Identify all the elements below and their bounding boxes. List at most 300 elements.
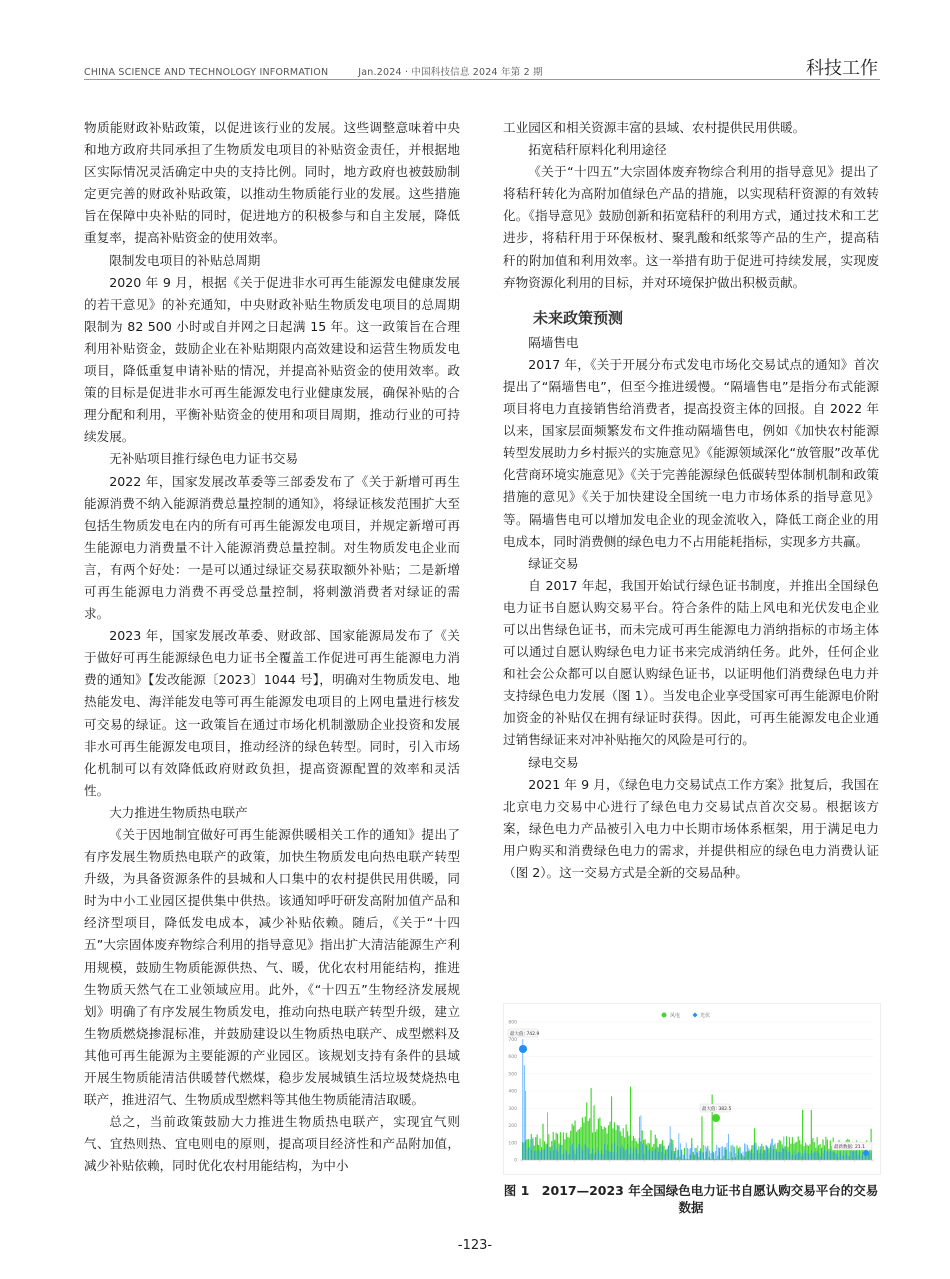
- pv-bar: [724, 1148, 725, 1160]
- pv-bar: [689, 1149, 690, 1160]
- pv-bar: [856, 1150, 857, 1160]
- pv-bar: [565, 1149, 566, 1160]
- pv-bar: [781, 1152, 782, 1160]
- pv-bar: [696, 1152, 697, 1160]
- pv-bar: [810, 1153, 811, 1160]
- y-tick-label: 600: [508, 1055, 517, 1060]
- pv-bar: [553, 1150, 554, 1160]
- pv-bar: [728, 1134, 729, 1160]
- pv-bar: [563, 1153, 564, 1160]
- pv-bar: [702, 1152, 703, 1160]
- pv-bar: [843, 1155, 844, 1160]
- pv-bar: [566, 1151, 567, 1160]
- pv-bar: [683, 1155, 684, 1160]
- pv-bar: [719, 1152, 720, 1160]
- left-column: [84, 117, 460, 1178]
- pv-bar: [734, 1148, 735, 1160]
- pv-bar: [648, 1151, 649, 1160]
- pv-bar: [783, 1136, 784, 1160]
- pv-bar: [820, 1157, 821, 1160]
- pv-bar: [681, 1150, 682, 1160]
- pv-bar: [811, 1150, 812, 1160]
- pv-bar: [699, 1151, 700, 1160]
- pv-bar: [549, 1147, 550, 1160]
- pv-bar: [613, 1152, 614, 1160]
- pv-bar: [692, 1144, 693, 1160]
- pv-bar: [839, 1151, 840, 1160]
- pv-bar: [524, 1065, 525, 1160]
- pv-bar: [830, 1151, 831, 1160]
- pv-bar: [645, 1143, 646, 1160]
- pv-bar: [835, 1153, 836, 1160]
- pv-bar: [616, 1153, 617, 1160]
- pv-bar: [804, 1151, 805, 1160]
- pv-bar: [814, 1152, 815, 1160]
- pv-bar: [630, 1147, 631, 1160]
- pv-bar: [646, 1146, 647, 1160]
- pv-bar: [865, 1156, 866, 1160]
- legend-wind-marker: [662, 1013, 667, 1018]
- pv-bar: [765, 1151, 766, 1160]
- pv-bar: [732, 1145, 733, 1160]
- legend-wind-label: 风电: [670, 1013, 681, 1019]
- subheading: 绿证交易: [528, 555, 579, 571]
- pv-bar: [576, 1148, 577, 1160]
- pv-bar: [606, 1150, 607, 1160]
- wind-max-marker: [712, 1114, 720, 1122]
- pv-bar: [845, 1151, 846, 1160]
- pv-bar: [680, 1143, 681, 1160]
- wind-bar: [802, 1110, 803, 1160]
- pv-bar: [636, 1149, 637, 1160]
- pv-bar: [821, 1148, 822, 1160]
- pv-bar: [581, 1147, 582, 1160]
- pv-bar: [556, 1149, 557, 1160]
- pv-bar: [560, 1145, 561, 1160]
- pv-bar: [620, 1148, 621, 1160]
- pv-bar: [779, 1152, 780, 1160]
- pv-bar: [623, 1147, 624, 1160]
- pv-bar: [713, 1154, 714, 1160]
- figure-1: [503, 1003, 879, 1216]
- pv-bar: [562, 1155, 563, 1160]
- pv-bar: [849, 1156, 850, 1160]
- pv-bar: [541, 1150, 542, 1160]
- pv-bar: [527, 1149, 528, 1160]
- pv-bar: [625, 1150, 626, 1160]
- pv-bar: [792, 1154, 793, 1160]
- pv-bar: [709, 1150, 710, 1160]
- pv-bar: [851, 1151, 852, 1160]
- pv-bar: [525, 1091, 526, 1160]
- pv-bar: [571, 1146, 572, 1160]
- pv-bar: [746, 1144, 747, 1160]
- y-tick-label: 200: [508, 1124, 517, 1129]
- pv-bar: [776, 1151, 777, 1160]
- figure-caption: 图 1 2017—2023 年全国绿色电力证书自愿认购交易平台的交易数据: [503, 1183, 879, 1215]
- pv-bar: [818, 1153, 819, 1160]
- pv-bar: [664, 1154, 665, 1160]
- pv-bar: [789, 1152, 790, 1160]
- pv-bar: [676, 1151, 677, 1160]
- pv-bar: [788, 1152, 789, 1160]
- pv-bar: [582, 1150, 583, 1160]
- pv-bar: [743, 1152, 744, 1160]
- pv-bar: [762, 1153, 763, 1160]
- pv-bar: [827, 1151, 828, 1160]
- paragraph: 2020 年 9 月，根据《关于促进非水可再生能源发电健康发展的若干意见》的补充通知，中央财政补贴生物质发电项目的总周期限制为 82 500 小时或自并网之日起满 15 年。这一政策旨在合理利用补贴资金，鼓励企业在补贴期限内高效建设和运营生物质发电项目，降低重复申请补贴的情况，并提高补贴资金的使用效率。政策的目标是促进非水可再生能源发电行业健康发展，确保补贴的合理分配和利用，平衡补贴资金的使用和项目周期，推动行业的可持续发展。: [84, 274, 460, 445]
- pv-bar: [846, 1153, 847, 1160]
- latest-marker: [863, 1150, 869, 1156]
- legend: [662, 1012, 711, 1019]
- pv-bar: [610, 1152, 611, 1160]
- pv-bar: [738, 1151, 739, 1160]
- paragraph: 《关于因地制宜做好可再生能源供暖相关工作的通知》提出了有序发展生物质热电联产的政策，加快生物质发电向热电联产转型升级，为具备资源条件的县城和人口集中的农村提供民用供暖，同时为中小工业园区提供集中供热。该通知呼吁研发高附加值产品和经济型项目，降低发电成本，减少补贴依赖。随后，《关于“十四五”大宗固体废弃物综合利用的指导意见》指出扩大清洁能源生产利用规模，鼓励生物质能源供热、气、暖，优化农村用能结构，推进生物质天然气在工业领域应用。此外，《“十四五”生物经济发展规划》明确了有序发展生物质发电，推动向热电联产转型升级，建立生物质燃烧掺混标准，并鼓励建设以生物质热电联产、成型燃料及其他可再生能源为主要能源的产业园区。该规划支持有条件的县域开展生物质能清洁供暖替代燃煤，稳步发展城镇生活垃圾焚烧热电联产，推进沼气、生物质成型燃料等其他生物质能清洁取暖。: [84, 827, 460, 1108]
- pv-bar: [543, 1150, 544, 1160]
- pv-bar: [536, 1151, 537, 1160]
- pv-bar: [601, 1150, 602, 1160]
- pv-bar: [678, 1133, 679, 1160]
- pv-bar: [786, 1150, 787, 1160]
- pv-bar: [592, 1148, 593, 1160]
- header-journal: [84, 64, 543, 78]
- pv-bar: [778, 1151, 779, 1160]
- pv-bar: [697, 1145, 698, 1160]
- pv-bar: [684, 1155, 685, 1160]
- y-tick-label: 700: [508, 1037, 517, 1043]
- pv-bar: [629, 1154, 630, 1160]
- pv-bar: [754, 1143, 755, 1160]
- chart-container: [503, 1003, 881, 1175]
- pv-bar: [848, 1157, 849, 1160]
- pv-bar: [522, 1039, 523, 1160]
- pv-bar: [813, 1153, 814, 1160]
- pv-bar: [661, 1152, 662, 1160]
- y-tick-label: 500: [508, 1072, 517, 1078]
- pv-bar: [579, 1144, 580, 1160]
- pv-bar: [763, 1150, 764, 1160]
- pv-bar: [826, 1151, 827, 1160]
- pv-bar: [862, 1153, 863, 1160]
- paragraph: 2022 年，国家发展改革委等三部委发布了《关于新增可再生能源消费不纳入能源消费总量控制的通知》，将绿证核发范围扩大至包括生物质发电在内的所有可再生能源发电项目，并规定新增可再生能源电力消费量不计入能源消费总量控制。对生物质发电企业而言，有两个好处：一是可以通过绿证交易获取额外补贴；二是新增可再生能源电力消费不再受总量控制，将刺激消费者对绿证的需求。: [84, 473, 460, 622]
- pv-bar: [703, 1145, 704, 1160]
- pv-bar: [817, 1150, 818, 1160]
- pv-bar: [759, 1153, 760, 1160]
- pv-bar: [823, 1153, 824, 1160]
- paragraph: 2023 年，国家发展改革委、财政部、国家能源局发布了《关于做好可再生能源绿色电力证书全覆盖工作促进可再生能源电力消费的通知》【发改能源〔2023〕1044 号】，明确对生物质发电、地热能发电、海洋能发电等可再生能源发电项目的上网电量进行核发可交易的绿证。这一政策旨在通过市场化机制激励企业投资和发展非水可再生能源发电项目，推动经济的绿色转型。同时，引入市场化机制可以有效降低政府财政负担，提高资源配置的效率和灵活性。: [84, 628, 460, 798]
- pv-bar: [534, 1151, 535, 1160]
- pv-bar: [861, 1156, 862, 1160]
- pv-bar: [665, 1149, 666, 1160]
- pv-bar: [607, 1145, 608, 1160]
- pv-bar: [725, 1150, 726, 1160]
- pv-bar: [670, 1126, 671, 1160]
- pv-bar: [538, 1150, 539, 1160]
- pv-bar: [842, 1155, 843, 1160]
- pv-bar: [718, 1147, 719, 1160]
- pv-bar: [744, 1143, 745, 1160]
- pv-bar: [651, 1151, 652, 1160]
- pv-bar: [568, 1155, 569, 1160]
- pv-bar: [569, 1154, 570, 1160]
- pv-bar: [531, 1150, 532, 1160]
- subheading: 绿电交易: [528, 754, 579, 770]
- legend-pv-marker: [693, 1013, 698, 1018]
- pv-bar: [660, 1144, 661, 1160]
- pv-bar: [598, 1151, 599, 1160]
- pv-bar: [619, 1125, 620, 1160]
- x-axis-ticks: [522, 1160, 872, 1162]
- legend-pv-label: 光伏: [700, 1013, 711, 1019]
- pv-bar: [808, 1154, 809, 1160]
- pv-bar: [528, 1148, 529, 1160]
- pv-bar: [801, 1156, 802, 1160]
- y-tick-label: 400: [508, 1089, 517, 1095]
- pv-bar: [708, 1149, 709, 1160]
- pv-bar: [540, 1152, 541, 1160]
- pv-bar: [712, 1151, 713, 1160]
- pv-bar: [614, 1143, 615, 1160]
- paragraph: 2021 年 9 月，《绿色电力交易试点工作方案》批复后，我国在北京电力交易中心进行了绿色电力交易试点首次交易。根据该方案，绿色电力产品被引入电力中长期市场体系框架，用于满足电力用户购买和消费绿色电力的需求，并提供相应的绿色电力消费认证（图 2）。这一交易方式是全新的交易品种。: [503, 776, 879, 880]
- pv-bar: [767, 1150, 768, 1160]
- pv-bar: [807, 1151, 808, 1160]
- pv-bar: [769, 1153, 770, 1160]
- pv-bar: [722, 1146, 723, 1160]
- wind-bar: [599, 1118, 600, 1160]
- pv-bar: [588, 1149, 589, 1160]
- pv-bar: [829, 1151, 830, 1160]
- subheading: 隔墙售电: [528, 334, 579, 350]
- pv-bar: [711, 1153, 712, 1160]
- pv-bar: [715, 1151, 716, 1160]
- pv-bar: [657, 1146, 658, 1160]
- pv-bar: [753, 1154, 754, 1160]
- pv-bar: [677, 1150, 678, 1160]
- pv-bar: [530, 1139, 531, 1160]
- pv-bar: [832, 1152, 833, 1160]
- pv-bar: [748, 1148, 749, 1160]
- pv-bar: [603, 1154, 604, 1160]
- pv-bar: [797, 1153, 798, 1160]
- pv-bar: [611, 1143, 612, 1160]
- pv-bar: [852, 1151, 853, 1160]
- pv-bar: [626, 1149, 627, 1160]
- pv-bar: [578, 1144, 579, 1160]
- pv-bar: [791, 1155, 792, 1160]
- paragraph: 物质能财政补贴政策，以促进该行业的发展。这些调整意味着中央和地方政府共同承担了生物质发电项目的补贴资金责任，并根据地区实际情况灵活确定中央的支持比例。同时，地方政府也被鼓励制定更完善的财政补贴政策，以推动生物质能行业的发展。这些措施旨在保障中央补贴的同时，促进地方的积极参与和自主发展，降低重复率，提高补贴资金的使用效率。: [84, 120, 460, 246]
- pv-bar: [573, 1150, 574, 1160]
- right-column: [503, 117, 879, 884]
- pv-bar: [693, 1153, 694, 1160]
- pv-bar: [597, 1148, 598, 1160]
- pv-bar: [585, 1145, 586, 1160]
- journal-english-name: CHINA SCIENCE AND TECHNOLOGY INFORMATION: [84, 67, 329, 78]
- pv-bar: [721, 1147, 722, 1160]
- pv-max-marker: [519, 1045, 527, 1053]
- pv-bar: [802, 1154, 803, 1160]
- pv-bar: [871, 1151, 872, 1160]
- pv-bar: [756, 1146, 757, 1160]
- pv-bar: [643, 1154, 644, 1160]
- pv-bar: [654, 1150, 655, 1160]
- pv-bar: [695, 1148, 696, 1160]
- pv-bar: [638, 1154, 639, 1160]
- pv-bar: [705, 1146, 706, 1160]
- pv-bar: [716, 1145, 717, 1160]
- subheading: 限制发电项目的补贴总周期: [109, 252, 261, 268]
- pv-bar: [642, 1144, 643, 1160]
- pv-bar: [773, 1145, 774, 1160]
- section-heading: 未来政策预测: [533, 308, 624, 327]
- pv-bar: [760, 1146, 761, 1160]
- pv-bar: [595, 1152, 596, 1160]
- pv-bar: [816, 1151, 817, 1160]
- paragraph: 总之，当前政策鼓励大力推进生物质热电联产，实现宜气则气、宜热则热、宜电则电的原则，提高项目经济性和产品附加值，减少补贴依赖，同时优化农村用能结构，为中小: [84, 1114, 460, 1174]
- pv-bar: [662, 1146, 663, 1160]
- pv-bar: [741, 1153, 742, 1160]
- pv-bar: [627, 1144, 628, 1160]
- pv-bar: [840, 1153, 841, 1160]
- pv-bar: [757, 1151, 758, 1160]
- pv-bar: [655, 1149, 656, 1160]
- pv-bar: [750, 1153, 751, 1160]
- pv-bar: [870, 1153, 871, 1160]
- subheading: 拓宽秸秆原料化利用途径: [528, 142, 667, 158]
- pv-bar: [795, 1155, 796, 1160]
- pv-bar: [673, 1144, 674, 1160]
- pv-bar: [671, 1151, 672, 1160]
- pv-bar: [600, 1154, 601, 1160]
- pv-bar: [584, 1144, 585, 1160]
- pv-bar: [836, 1154, 837, 1160]
- pv-bar: [546, 1146, 547, 1160]
- paragraph: 《关于“十四五”大宗固体废弃物综合利用的指导意见》提出了将秸秆转化为高附加值绿色产品的措施，以实现秸秆资源的有效转化。《指导意见》鼓励创新和拓宽秸秆的利用方式，通过技术和工艺进步，将秸秆用于环保板材、聚乳酸和纸浆等产品的生产，提高秸秆的附加值和利用效率。这一举措有助于促进可持续发展，实现废弃物资源化利用的目标，并对环境保护做出积极贡献。: [503, 164, 879, 290]
- wind-bar: [591, 1088, 592, 1160]
- pv-bar: [652, 1151, 653, 1160]
- section-title: 科技工作: [806, 58, 878, 79]
- pv-bar: [590, 1154, 591, 1160]
- pv-bar: [622, 1145, 623, 1160]
- pv-bar: [772, 1139, 773, 1160]
- pv-bar: [617, 1146, 618, 1160]
- green-certificate-chart: [504, 1004, 880, 1174]
- y-axis-ticks: [508, 1020, 517, 1164]
- pv-bar: [547, 1112, 548, 1160]
- pv-bar: [555, 1143, 556, 1160]
- pv-bar: [766, 1145, 767, 1160]
- pv-bar: [824, 1150, 825, 1160]
- pv-bar: [740, 1149, 741, 1160]
- pv-bar: [635, 1147, 636, 1160]
- paragraph: 2017 年，《关于开展分布式发电市场化交易试点的通知》首次提出了“隔墙售电”，但至今推进缓慢。“隔墙售电”是指分布式能源项目将电力直接销售给消费者，提高投资主体的回报。自 2022 年以来，国家层面频繁发布文件推动隔墙售电，例如《加快农村能源转型发展助力乡村振兴的实施意见》《能源领域深化“放管服”改革优化营商环境实施意见》《关于完善能源绿色低碳转型体制机制和政策措施的意见》《关于加快建设全国统一电力市场体系的指导意见》等。隔墙售电可以增加发电企业的现金流收入，降低工商企业的用电成本，同时消费侧的绿色电力不占用能耗指标，实现多方共赢。: [503, 356, 879, 549]
- subheading: 无补贴项目推行绿色电力证书交易: [109, 451, 299, 467]
- annotations: [508, 1029, 872, 1156]
- annotation-wind-max: 最大值: 382.5: [702, 1107, 732, 1112]
- page-number: -123-: [457, 1238, 493, 1253]
- pv-bar: [559, 1146, 560, 1160]
- pv-bar: [658, 1152, 659, 1160]
- pv-bar: [544, 1149, 545, 1160]
- issue-info: Jan.2024 · 中国科技信息 2024 年第 2 期: [358, 67, 543, 78]
- pv-bar: [805, 1154, 806, 1160]
- pv-bar: [706, 1148, 707, 1160]
- pv-bar: [649, 1148, 650, 1160]
- y-tick-label: 100: [508, 1141, 517, 1147]
- pv-bar: [794, 1150, 795, 1160]
- page-header: [84, 48, 880, 78]
- pv-bar: [575, 1154, 576, 1160]
- pv-bar: [552, 1146, 553, 1160]
- pv-bar: [770, 1143, 771, 1160]
- pv-bar: [632, 1153, 633, 1160]
- pv-bar: [591, 1153, 592, 1160]
- pv-bar: [604, 1144, 605, 1160]
- pv-bar: [690, 1148, 691, 1160]
- subheading: 大力推进生物质热电联产: [109, 804, 248, 820]
- pv-bar: [785, 1146, 786, 1160]
- pv-bar: [594, 1154, 595, 1160]
- pv-bar: [533, 1137, 534, 1160]
- paragraph: 工业园区和相关资源丰富的县域、农村提供民用供暖。: [503, 120, 806, 135]
- wind-bar: [589, 1118, 590, 1160]
- pv-bar: [833, 1152, 834, 1160]
- pv-bar: [700, 1151, 701, 1160]
- pv-bar: [798, 1152, 799, 1160]
- pv-bar: [641, 1115, 642, 1160]
- pv-bar: [859, 1150, 860, 1160]
- pv-bar: [633, 1149, 634, 1160]
- wind-bar: [593, 1105, 594, 1160]
- pv-bar: [867, 1156, 868, 1160]
- pv-bar: [775, 1143, 776, 1160]
- pv-bar: [537, 1144, 538, 1160]
- wind-series: [522, 1087, 872, 1160]
- pv-bar: [727, 1143, 728, 1160]
- pv-bar: [608, 1151, 609, 1160]
- pv-bar: [668, 1145, 669, 1160]
- pv-bar: [550, 1151, 551, 1160]
- pv-bar: [674, 1153, 675, 1160]
- pv-bar: [572, 1144, 573, 1160]
- pv-bar: [747, 1145, 748, 1160]
- pv-bar: [587, 1147, 588, 1160]
- pv-bar: [737, 1155, 738, 1160]
- y-tick-label: 800: [508, 1020, 517, 1026]
- pv-bar: [731, 1152, 732, 1160]
- pv-bar: [667, 1149, 668, 1160]
- pv-bar: [730, 1151, 731, 1160]
- paragraph: 自 2017 年起，我国开始试行绿色证书制度，并推出全国绿色电力证书自愿认购交易平台。符合条件的陆上风电和光伏发电企业可以出售绿色证书，而未完成可再生能源电力消纳指标的市场主体可以通过自愿认购绿色电力证书来完成消纳任务。此外，任何企业和社会公众都可以自愿认购绿色证书，以证明他们消费绿色电力并支持绿色电力发展（图 1）。当发电企业享受国家可再生能源电价附加资金的补贴仅在拥有绿证时获得。因此，可再生能源发电企业通过销售绿证来对冲补贴拖欠的风险是可行的。: [503, 577, 879, 748]
- pv-bar: [855, 1151, 856, 1160]
- y-tick-label: 0: [514, 1158, 517, 1164]
- header-rule: [84, 79, 880, 80]
- pv-bar: [868, 1155, 869, 1160]
- pv-bar: [687, 1148, 688, 1160]
- pv-bar: [639, 1117, 640, 1160]
- pv-bar: [800, 1152, 801, 1160]
- annotation-latest: 最新数据: 21.1: [834, 1145, 865, 1150]
- pv-bar: [735, 1153, 736, 1160]
- pv-bar: [853, 1151, 854, 1160]
- annotation-pv-max: 最大值: 742.9: [510, 1032, 540, 1037]
- y-tick-label: 300: [508, 1106, 517, 1112]
- pv-bar: [782, 1147, 783, 1160]
- pv-bar: [858, 1154, 859, 1160]
- pv-bar: [751, 1145, 752, 1160]
- pv-bar: [557, 1152, 558, 1160]
- pv-bar: [686, 1143, 687, 1160]
- pv-bar: [837, 1157, 838, 1160]
